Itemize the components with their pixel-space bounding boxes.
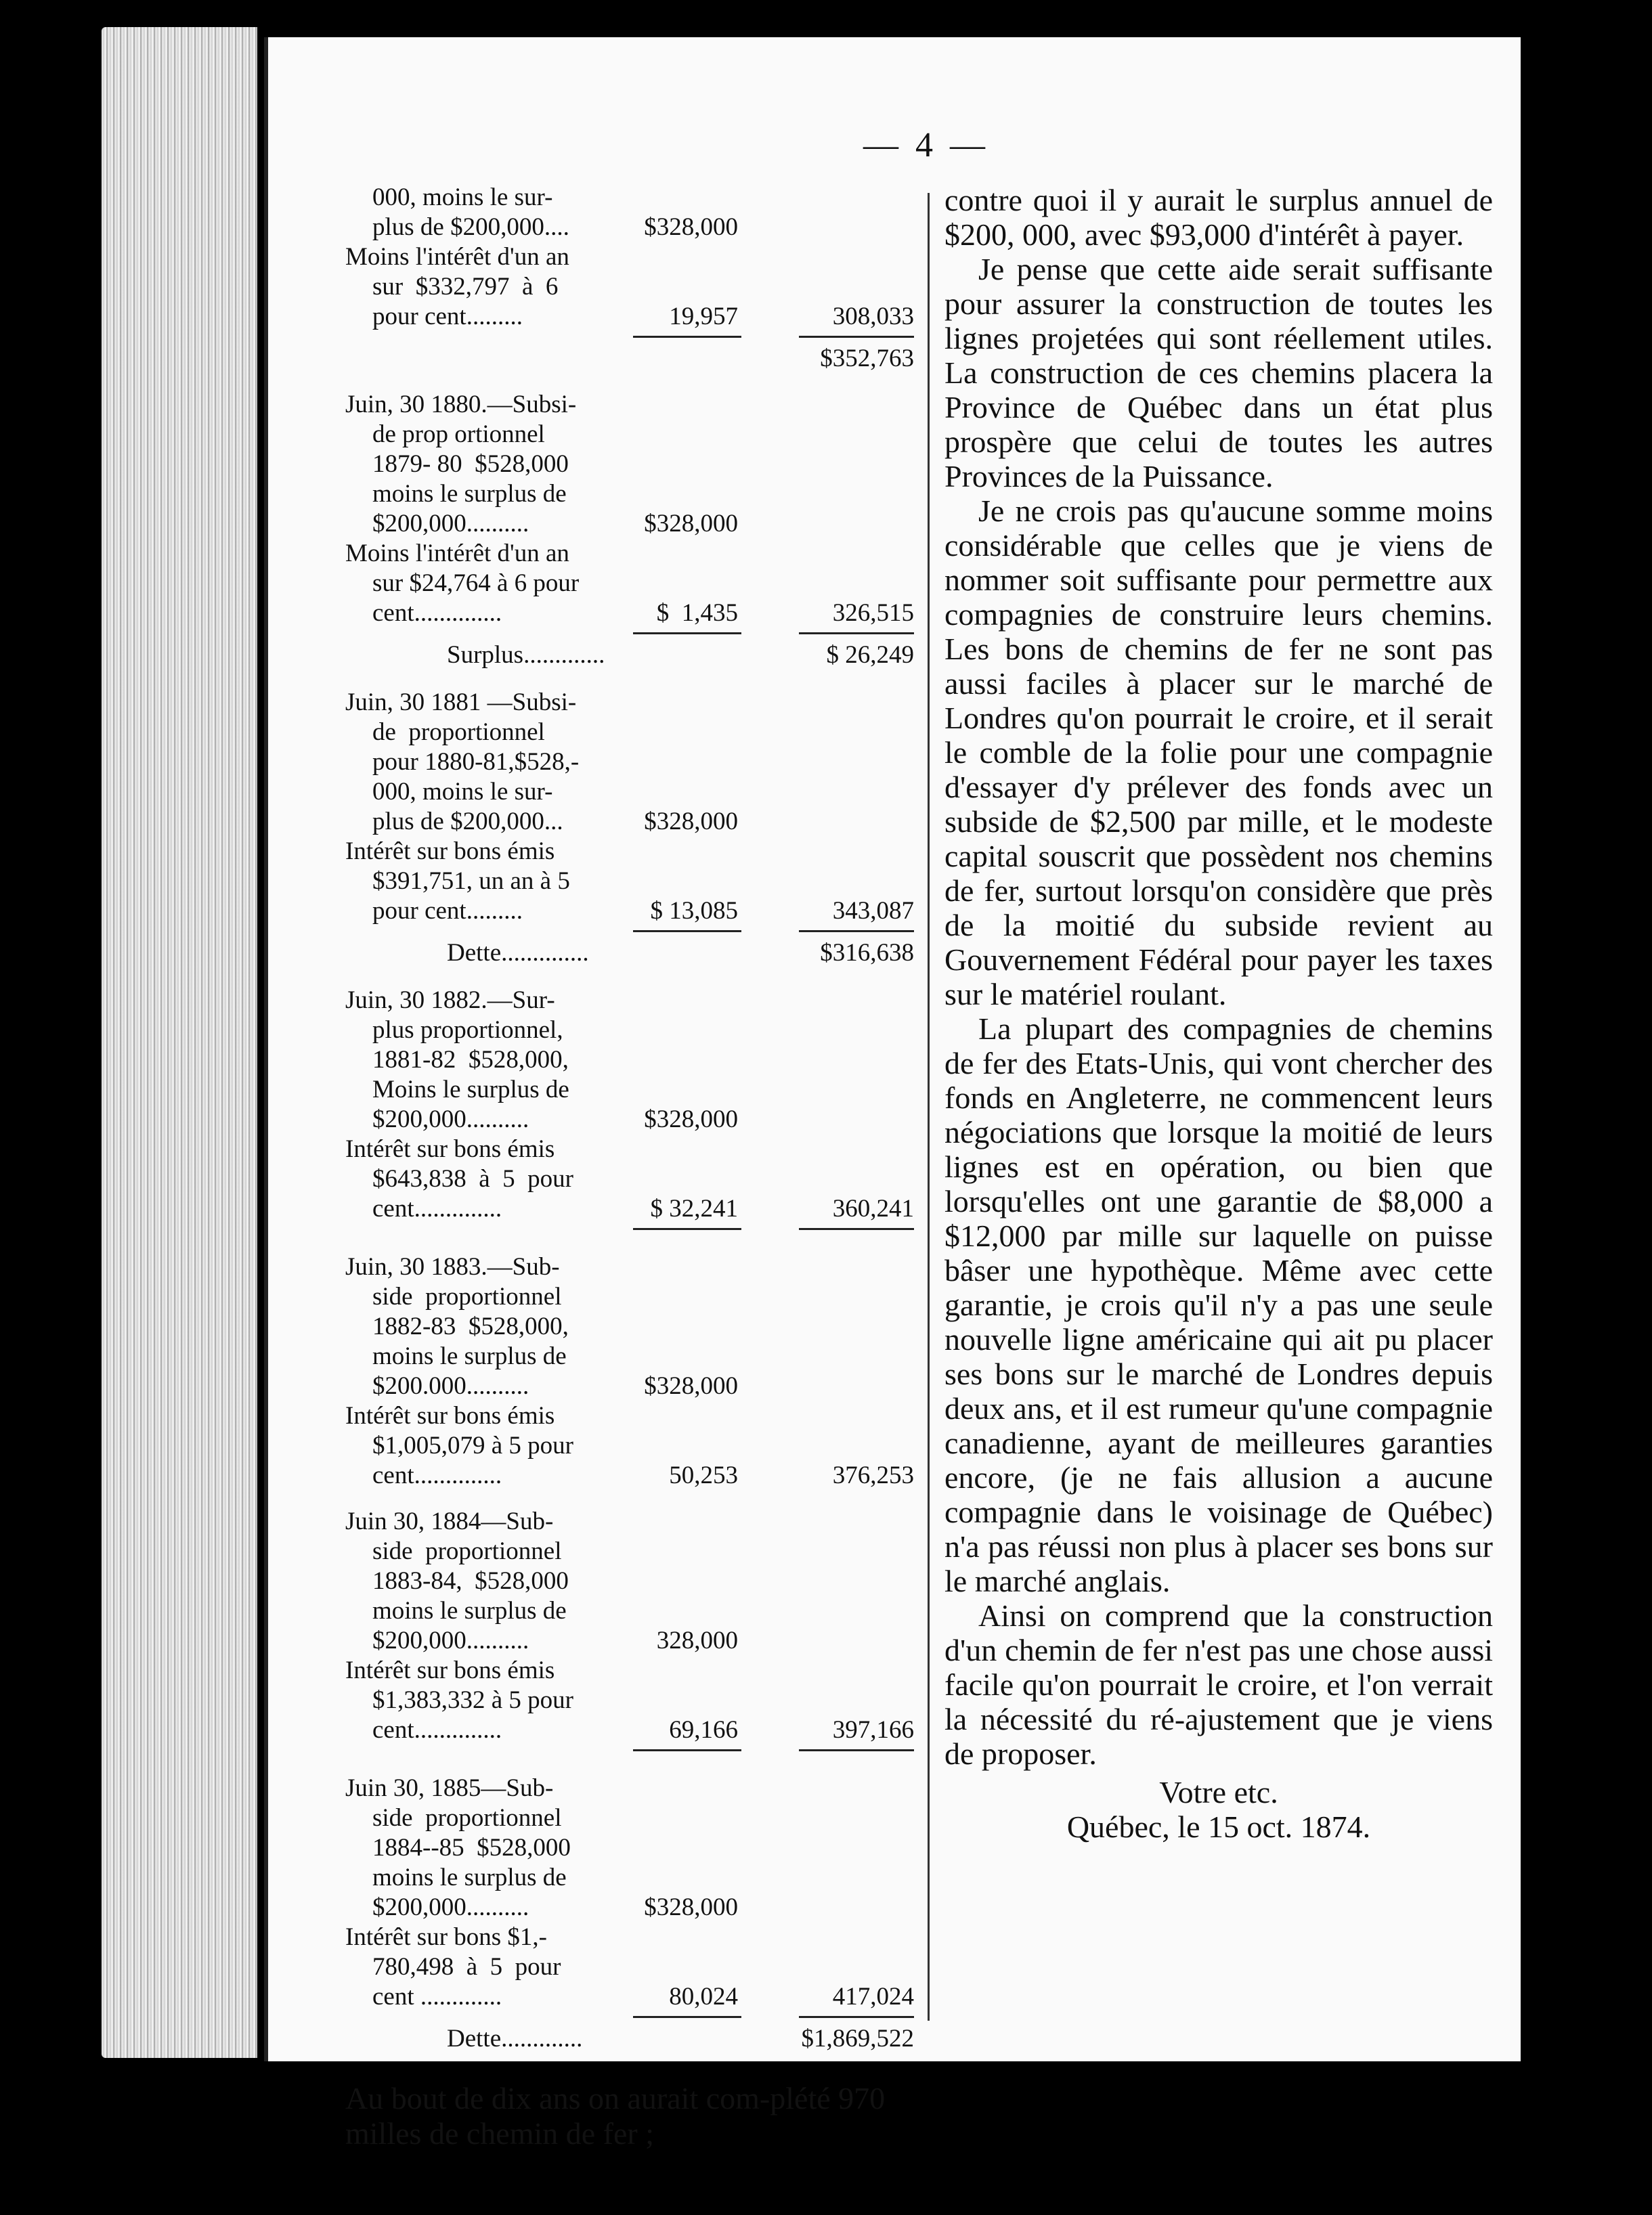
ledger-line-text: $200,000.......... [372,510,529,538]
ledger-line-text: $643,838 à 5 pour [372,1165,573,1193]
ledger-gap [345,672,914,688]
ledger-line [345,718,914,747]
ledger-line [345,777,914,807]
ledger-line-text: moins le surplus de [372,1864,567,1891]
ledger-line [345,1372,914,1401]
ledger-block [345,390,914,672]
ledger-line [345,449,914,479]
ledger-line-text: 1882-83 $528,000, [372,1313,569,1340]
ledger-line-text: $200,000.......... [372,1105,529,1133]
ledger-line-text: moins le surplus de [372,480,567,508]
ledger-line [345,302,914,332]
ledger-line [345,569,914,598]
ledger-line-text: cent.............. [372,1716,502,1744]
ledger-gap [345,1491,914,1507]
ledger-rule-line [345,926,914,938]
right-column-text [944,183,1493,1844]
ledger-rule [633,930,741,932]
ledger-line [345,747,914,777]
ledger-rule [633,1228,741,1230]
ledger-line-text: 780,498 à 5 pour [372,1953,561,1981]
ledger-carry-row [345,344,914,374]
ledger-line [345,867,914,896]
ledger-line-text: 1884--85 $528,000 [372,1834,571,1862]
ledger-amount: $ 32,241 [650,1195,738,1223]
ledger-amount: $ 1,435 [656,599,738,627]
ledger-line-text: plus proportionnel, [372,1016,563,1044]
column-divider [928,193,930,2021]
body-paragraph: Je ne crois pas qu'aucune somme moins considérable que celles que je viens de nommer soit suffisante pour permettre aux compagnies de construire leurs chemins. Les bons de chemins de fer ne sont pas aussi faciles à placer sur le marché de Londres qu'on pourrait le croire, et il serait le comble de la folie pour une compagnie d'essayer d'y prélever des fonds avec un subside de $2,500 par mille, et le modeste capital souscrit que possèdent nos chemins de fer, surtout lorsqu'on considère que près de la moitié du subside revient au Gouvernement Fédéral pour payer les taxes sur le matériel roulant. [944,494,1493,1011]
ledger-line-text: Intérêt sur bons émis [345,837,555,865]
ledger-line-text: $200,000.......... [372,1893,529,1921]
ledger-rule [633,632,741,634]
ledger-line [345,1461,914,1491]
ledger-line [345,1075,914,1105]
ledger-line [345,539,914,569]
ledger-rule [799,1749,914,1751]
ledger-rule-line [345,1745,914,1757]
ledger-line [345,1774,914,1803]
ledger-line-text: 1881-82 $528,000, [372,1046,569,1074]
ledger-total-value: $316,638 [820,939,914,967]
ledger-line-text: Juin, 30 1881 —Subsi- [345,688,577,716]
ledger-line [345,1863,914,1893]
ledger-line-text: Moins l'intérêt d'un an [345,540,569,567]
ledger-line-text: 000, moins le sur- [372,778,553,806]
ledger-line-text: Juin, 30 1883.—Sub- [345,1253,560,1281]
ledger-line [345,1982,914,2012]
ledger-total-label: Dette............. [447,2025,583,2053]
ledger-line-text: plus de $200,000... [372,808,563,835]
ledger-amount: $328,000 [644,510,738,538]
ledger-amount: $328,000 [644,213,738,241]
ledger-rule [633,1749,741,1751]
ledger-line [345,1164,914,1194]
ledger-amount: $328,000 [644,1105,738,1133]
ledger-gap [345,374,914,390]
ledger-line [345,1923,914,1952]
ledger-rule [799,632,914,634]
ledger-rule [799,336,914,338]
ledger-line [345,837,914,867]
ledger-line-text: 000, moins le sur- [372,183,553,211]
ledger-amount: $ 13,085 [650,897,738,925]
ledger-amount: 69,166 [669,1716,738,1744]
ledger-line-text: pour 1880-81,$528,- [372,748,580,776]
ledger-line-text: Intérêt sur bons émis [345,1657,555,1684]
ledger-line [345,986,914,1015]
ledger-subtotal: 343,087 [832,897,914,925]
ledger-line-text: 1883-84, $528,000 [372,1567,569,1595]
ledger-total-label: Dette.............. [447,939,589,967]
ledger-line-text: cent.............. [372,1195,502,1223]
ledger-total-value: $ 26,249 [826,641,914,669]
body-paragraph: Je pense que cette aide serait suffisante pour assurer la construction de toutes les lignes projetées qui sont réellement utiles. La construction de ces chemins placera la Province de Québec dans un état plus prospère que celui de toutes les autres Provinces de la Puissance. [944,252,1493,494]
ledger-line [345,1312,914,1342]
ledger-line [345,272,914,302]
ledger-line-text: side proportionnel [372,1537,562,1565]
ledger-total-label: Surplus............. [447,641,605,669]
ledger-line [345,390,914,420]
ledger-line-text: side proportionnel [372,1283,562,1311]
body-paragraph: La plupart des compagnies de chemins de fer des Etats-Unis, qui vont chercher des fonds en Angleterre, ne commencent leurs négociations que lorsque la moitié de leurs lignes est en opération, ou bien que lorsqu'elles ont une garantie de $8,000 a $12,000 par mille sur laquelle on puisse bâser une hypothèque. Même avec cette garantie, je crois qu'il n'y a pas une seule nouvelle ligne américaine qui ait pu placer ses bons sur le marché de Londres depuis deux ans, et il est rumeur qu'une compagnie canadienne, ayant de meilleures garanties encore, (je ne fais allusion a aucune compagnie dans le voisinage de Québec) n'a pas réussi non plus à placer ses bons sur le marché anglais. [944,1011,1493,1598]
ledger-line-text: Intérêt sur bons émis [345,1135,555,1163]
ledger-rule [799,1228,914,1230]
ledger-line-text: sur $24,764 à 6 pour [372,569,580,597]
ledger-block [345,986,914,1236]
ledger-line-text: $391,751, un an à 5 [372,867,570,895]
ledger-amount: $328,000 [644,1893,738,1921]
ledger-rule [633,2016,741,2018]
ledger-subtotal: 417,024 [832,1983,914,2011]
ledger-line-text: sur $332,797 à 6 [372,273,559,301]
ledger-gap [345,2055,914,2071]
ledger-line [345,1342,914,1372]
ledger-rule [799,2016,914,2018]
ledger-block [345,1507,914,1757]
ledger-line-text: cent.............. [372,599,502,627]
ledger-gap [345,1757,914,1774]
ledger-rule [799,930,914,932]
ledger-line [345,183,914,213]
ledger-line [345,1431,914,1461]
ledger-line [345,1507,914,1537]
ledger-line-text: Intérêt sur bons $1,- [345,1923,547,1951]
ledger-subtotal: 376,253 [832,1462,914,1489]
ledger-line [345,1833,914,1863]
ledger-line [345,1045,914,1075]
ledger-line-text: pour cent......... [372,303,523,330]
ledger-line [345,1135,914,1164]
signoff: Votre etc. [1159,1775,1278,1810]
ledger-block [345,1774,914,2055]
ledger-line-text: $200,000.......... [372,1627,529,1654]
ledger-line-text: $1,005,079 à 5 pour [372,1432,573,1460]
ledger-line [345,1893,914,1923]
ledger-block [345,688,914,969]
ledger-line [345,1803,914,1833]
ledger-amount: $328,000 [644,1372,738,1400]
ledger-line [345,509,914,539]
ledger-line [345,688,914,718]
ledger-line-text: 1879- 80 $528,000 [372,450,569,478]
ledger-line-text: cent ............. [372,1983,502,2011]
ledger-line [345,1401,914,1431]
ledger-line-text: cent.............. [372,1462,502,1489]
ledger-line [345,1566,914,1596]
page-number: — 4 — [863,126,989,165]
ledger-amount: 50,253 [669,1462,738,1489]
ledger-subtotal: 360,241 [832,1195,914,1223]
ledger-rule-line [345,2012,914,2024]
ledger-subtotal: 308,033 [832,303,914,330]
ledger-line [345,1252,914,1282]
ledger-line [345,807,914,837]
ledger-line [345,1537,914,1566]
letter-date: Québec, le 15 oct. 1874. [1066,1810,1371,1844]
ledger-line [345,420,914,449]
ledger-line [345,1194,914,1224]
ledger-rule-line [345,628,914,640]
ledger-line-text: Juin 30, 1885—Sub- [345,1774,554,1802]
ledger-gap [345,969,914,986]
ledger-total-row [345,640,914,672]
ledger-line-text: moins le surplus de [372,1597,567,1625]
ledger-amount: 19,957 [669,303,738,330]
ledger-line-text: $200.000.......... [372,1372,529,1400]
left-column-ledger [345,183,914,2151]
ledger-total-row [345,938,914,969]
closing-sentence: Au bout de dix ans on aurait com-plété 970 milles de chemin de fer ; [345,2081,886,2151]
ledger-line-text: Moins l'intérêt d'un an [345,243,569,271]
ledger-line [345,1715,914,1745]
ledger-amount: 328,000 [656,1627,738,1654]
ledger-line [345,1105,914,1135]
ledger-line [345,1015,914,1045]
ledger-total-row [345,2024,914,2055]
ledger-line-text: Intérêt sur bons émis [345,1402,555,1430]
ledger-line-text: $1,383,332 à 5 pour [372,1686,573,1714]
ledger-line [345,242,914,272]
ledger-total-value: $1,869,522 [801,2025,914,2053]
ledger-line [345,598,914,628]
ledger-line-text: de proportionnel [372,718,545,746]
ledger-line [345,1626,914,1656]
ledger-block [345,1252,914,1491]
ledger-line-text: moins le surplus de [372,1342,567,1370]
ledger-rule-line [345,332,914,344]
ledger-line [345,896,914,926]
ledger-line-text: de prop ortionnel [372,420,545,448]
ledger-rule [633,336,741,338]
ledger-line [345,479,914,509]
ledger-gap [345,1236,914,1252]
ledger-line-text: side proportionnel [372,1804,562,1832]
ledger-line-text: Juin, 30 1880.—Subsi- [345,391,577,418]
ledger-line-text: Juin, 30 1882.—Sur- [345,986,555,1014]
ledger-line [345,1282,914,1312]
ledger-line-text: Juin 30, 1884—Sub- [345,1508,554,1535]
book-page-edges [102,27,257,2058]
ledger-carry-value: $352,763 [820,345,914,372]
ledger-line-text: plus de $200,000.... [372,213,569,241]
ledger-line [345,1656,914,1686]
ledger-line-text: Moins le surplus de [372,1076,569,1103]
body-paragraph: contre quoi il y aurait le surplus annuel de $200, 000, avec $93,000 d'intérêt à payer. [944,183,1493,252]
ledger-line [345,1952,914,1982]
ledger-line [345,1596,914,1626]
ledger-rule-line [345,1224,914,1236]
body-paragraph: Ainsi on comprend que la construction d'un chemin de fer n'est pas une chose aussi facile qu'on pourrait le croire, et l'on verrait la nécessité du ré-ajustement que je viens de proposer. [944,1598,1493,1771]
ledger-line-text: pour cent......... [372,897,523,925]
ledger-subtotal: 397,166 [832,1716,914,1744]
ledger-line [345,213,914,242]
ledger-line [345,1686,914,1715]
ledger-amount: $328,000 [644,808,738,835]
ledger-amount: 80,024 [669,1983,738,2011]
ledger-subtotal: 326,515 [832,599,914,627]
ledger-block [345,183,914,374]
